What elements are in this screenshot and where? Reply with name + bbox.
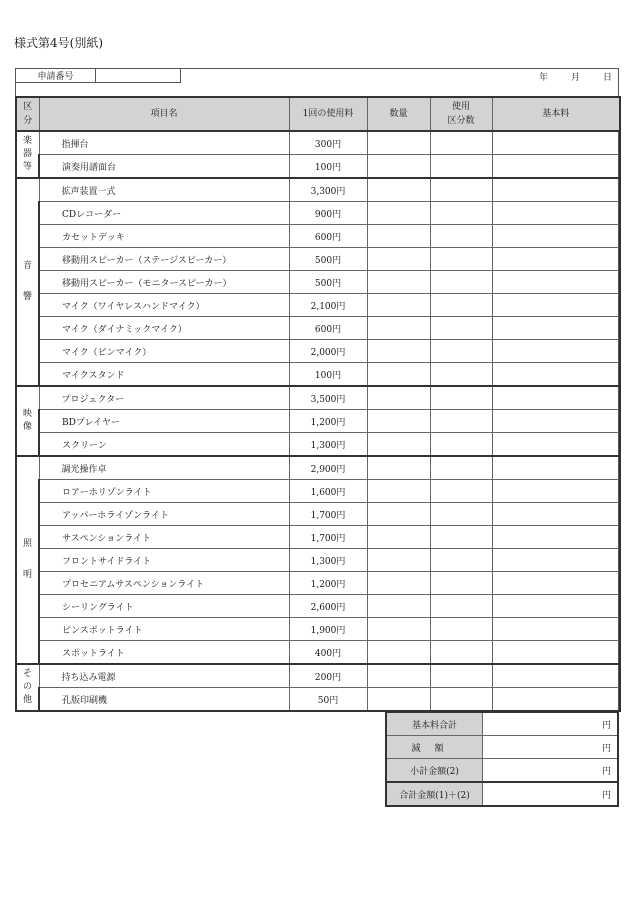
summary-row bbox=[386, 712, 618, 736]
quantity-input-cell[interactable] bbox=[367, 202, 430, 225]
item-name-cell: マイク（ワイヤレスハンドマイク） bbox=[39, 294, 289, 317]
base-fee-input-cell[interactable] bbox=[492, 225, 620, 248]
base-fee-input-cell[interactable] bbox=[492, 595, 620, 618]
category-cell: 楽 器 等 bbox=[16, 131, 39, 178]
quantity-input-cell[interactable] bbox=[367, 155, 430, 179]
summary-amount-field[interactable]: 円 bbox=[483, 736, 619, 759]
table-row bbox=[16, 271, 620, 294]
table-row bbox=[16, 572, 620, 595]
table-row bbox=[16, 363, 620, 387]
quantity-input-cell[interactable] bbox=[367, 526, 430, 549]
header-usage-divisions: 使用 区分数 bbox=[430, 97, 492, 131]
item-name-cell: アッパーホライゾンライト bbox=[39, 503, 289, 526]
date-field bbox=[539, 70, 612, 83]
quantity-input-cell[interactable] bbox=[367, 386, 430, 410]
quantity-input-cell[interactable] bbox=[367, 363, 430, 387]
usage-divisions-input-cell[interactable] bbox=[430, 178, 492, 202]
fee-cell: 200円 bbox=[289, 664, 367, 688]
table-row bbox=[16, 248, 620, 271]
application-number-box bbox=[15, 68, 181, 83]
usage-divisions-input-cell[interactable] bbox=[430, 526, 492, 549]
base-fee-input-cell[interactable] bbox=[492, 386, 620, 410]
usage-divisions-input-cell[interactable] bbox=[430, 618, 492, 641]
usage-divisions-input-cell[interactable] bbox=[430, 456, 492, 480]
item-name-cell: マイクスタンド bbox=[39, 363, 289, 387]
summary-label: 基本料合計 bbox=[386, 712, 483, 736]
fee-cell: 600円 bbox=[289, 317, 367, 340]
table-row bbox=[16, 225, 620, 248]
item-name-cell: 孔版印刷機 bbox=[39, 688, 289, 712]
table-row bbox=[16, 294, 620, 317]
base-fee-input-cell[interactable] bbox=[492, 572, 620, 595]
usage-divisions-input-cell[interactable] bbox=[430, 386, 492, 410]
usage-divisions-input-cell[interactable] bbox=[430, 595, 492, 618]
usage-divisions-input-cell[interactable] bbox=[430, 155, 492, 179]
usage-divisions-input-cell[interactable] bbox=[430, 641, 492, 665]
base-fee-input-cell[interactable] bbox=[492, 202, 620, 225]
quantity-input-cell[interactable] bbox=[367, 248, 430, 271]
item-name-cell: 移動用スピーカー（モニタースピーカー） bbox=[39, 271, 289, 294]
item-name-cell: ロアーホリゾンライト bbox=[39, 480, 289, 503]
base-fee-input-cell[interactable] bbox=[492, 317, 620, 340]
usage-divisions-input-cell[interactable] bbox=[430, 433, 492, 457]
base-fee-input-cell[interactable] bbox=[492, 294, 620, 317]
quantity-input-cell[interactable] bbox=[367, 664, 430, 688]
item-name-cell: シーリングライト bbox=[39, 595, 289, 618]
table-row bbox=[16, 155, 620, 179]
fee-cell: 100円 bbox=[289, 363, 367, 387]
base-fee-input-cell[interactable] bbox=[492, 155, 620, 179]
item-name-cell: BDプレイヤー bbox=[39, 410, 289, 433]
base-fee-input-cell[interactable] bbox=[492, 340, 620, 363]
fee-cell: 1,700円 bbox=[289, 503, 367, 526]
fee-cell: 900円 bbox=[289, 202, 367, 225]
usage-divisions-input-cell[interactable] bbox=[430, 480, 492, 503]
summary-row bbox=[386, 736, 618, 759]
quantity-input-cell[interactable] bbox=[367, 294, 430, 317]
quantity-input-cell[interactable] bbox=[367, 271, 430, 294]
fee-cell: 600円 bbox=[289, 225, 367, 248]
quantity-input-cell[interactable] bbox=[367, 225, 430, 248]
table-row bbox=[16, 549, 620, 572]
summary-amount-field[interactable]: 円 bbox=[483, 759, 619, 783]
table-row bbox=[16, 641, 620, 665]
application-number-label: 申請番号 bbox=[16, 69, 96, 82]
fee-cell: 100円 bbox=[289, 155, 367, 179]
table-row bbox=[16, 410, 620, 433]
usage-divisions-input-cell[interactable] bbox=[430, 317, 492, 340]
table-row bbox=[16, 456, 620, 480]
fee-cell: 1,900円 bbox=[289, 618, 367, 641]
base-fee-input-cell[interactable] bbox=[492, 549, 620, 572]
table-row bbox=[16, 202, 620, 225]
table-row bbox=[16, 688, 620, 712]
item-name-cell: カセットデッキ bbox=[39, 225, 289, 248]
item-name-cell: フロントサイドライト bbox=[39, 549, 289, 572]
header-quantity: 数量 bbox=[367, 97, 430, 131]
item-name-cell: スクリーン bbox=[39, 433, 289, 457]
base-fee-input-cell[interactable] bbox=[492, 688, 620, 712]
header-item-name: 項目名 bbox=[39, 97, 289, 131]
item-name-cell: サスペンションライト bbox=[39, 526, 289, 549]
item-name-cell: 調光操作卓 bbox=[39, 456, 289, 480]
table-row bbox=[16, 178, 620, 202]
usage-divisions-input-cell[interactable] bbox=[430, 549, 492, 572]
form-title: 様式第4号(別紙) bbox=[14, 36, 103, 50]
base-fee-input-cell[interactable] bbox=[492, 178, 620, 202]
date-month-label: 月 bbox=[570, 73, 580, 83]
quantity-input-cell[interactable] bbox=[367, 688, 430, 712]
usage-divisions-input-cell[interactable] bbox=[430, 688, 492, 712]
fee-cell: 1,300円 bbox=[289, 549, 367, 572]
fee-cell: 1,200円 bbox=[289, 410, 367, 433]
item-name-cell: 持ち込み電源 bbox=[39, 664, 289, 688]
base-fee-input-cell[interactable] bbox=[492, 641, 620, 665]
fee-cell: 50円 bbox=[289, 688, 367, 712]
usage-divisions-input-cell[interactable] bbox=[430, 664, 492, 688]
base-fee-input-cell[interactable] bbox=[492, 664, 620, 688]
fee-cell: 3,500円 bbox=[289, 386, 367, 410]
table-header-row bbox=[16, 97, 620, 131]
fee-cell: 500円 bbox=[289, 271, 367, 294]
table-row bbox=[16, 131, 620, 155]
quantity-input-cell[interactable] bbox=[367, 572, 430, 595]
table-row bbox=[16, 526, 620, 549]
item-name-cell: マイク（ピンマイク） bbox=[39, 340, 289, 363]
base-fee-input-cell[interactable] bbox=[492, 433, 620, 457]
quantity-input-cell[interactable] bbox=[367, 480, 430, 503]
quantity-input-cell[interactable] bbox=[367, 503, 430, 526]
usage-divisions-input-cell[interactable] bbox=[430, 340, 492, 363]
usage-divisions-input-cell[interactable] bbox=[430, 271, 492, 294]
quantity-input-cell[interactable] bbox=[367, 131, 430, 155]
date-day-label: 日 bbox=[602, 73, 612, 83]
fee-cell: 400円 bbox=[289, 641, 367, 665]
fee-cell: 2,000円 bbox=[289, 340, 367, 363]
item-name-cell: ピンスポットライト bbox=[39, 618, 289, 641]
quantity-input-cell[interactable] bbox=[367, 433, 430, 457]
table-row bbox=[16, 618, 620, 641]
table-row bbox=[16, 595, 620, 618]
fee-cell: 3,300円 bbox=[289, 178, 367, 202]
header-category: 区 分 bbox=[16, 97, 39, 131]
table-row bbox=[16, 340, 620, 363]
base-fee-input-cell[interactable] bbox=[492, 410, 620, 433]
base-fee-input-cell[interactable] bbox=[492, 456, 620, 480]
table-row bbox=[16, 317, 620, 340]
summary-label: 減額 bbox=[386, 736, 483, 759]
quantity-input-cell[interactable] bbox=[367, 410, 430, 433]
base-fee-input-cell[interactable] bbox=[492, 248, 620, 271]
quantity-input-cell[interactable] bbox=[367, 549, 430, 572]
usage-divisions-input-cell[interactable] bbox=[430, 503, 492, 526]
usage-divisions-input-cell[interactable] bbox=[430, 248, 492, 271]
usage-divisions-input-cell[interactable] bbox=[430, 225, 492, 248]
quantity-input-cell[interactable] bbox=[367, 456, 430, 480]
table-row bbox=[16, 386, 620, 410]
category-cell: 音 響 bbox=[16, 178, 39, 386]
usage-divisions-input-cell[interactable] bbox=[430, 572, 492, 595]
quantity-input-cell[interactable] bbox=[367, 340, 430, 363]
item-name-cell: 拡声装置一式 bbox=[39, 178, 289, 202]
category-cell: 映 像 bbox=[16, 386, 39, 456]
fee-cell: 2,900円 bbox=[289, 456, 367, 480]
summary-row bbox=[386, 782, 618, 806]
usage-divisions-input-cell[interactable] bbox=[430, 294, 492, 317]
table-row bbox=[16, 480, 620, 503]
fee-cell: 500円 bbox=[289, 248, 367, 271]
base-fee-input-cell[interactable] bbox=[492, 271, 620, 294]
base-fee-input-cell[interactable] bbox=[492, 526, 620, 549]
fee-cell: 2,600円 bbox=[289, 595, 367, 618]
item-name-cell: 演奏用譜面台 bbox=[39, 155, 289, 179]
summary-row bbox=[386, 759, 618, 783]
base-fee-input-cell[interactable] bbox=[492, 363, 620, 387]
category-cell: 照 明 bbox=[16, 456, 39, 664]
item-name-cell: CDレコーダー bbox=[39, 202, 289, 225]
base-fee-input-cell[interactable] bbox=[492, 131, 620, 155]
base-fee-input-cell[interactable] bbox=[492, 503, 620, 526]
application-number-field[interactable] bbox=[96, 69, 180, 82]
fee-cell: 1,200円 bbox=[289, 572, 367, 595]
summary-table bbox=[385, 711, 619, 807]
equipment-fee-table bbox=[15, 96, 621, 712]
summary-amount-field[interactable]: 円 bbox=[483, 712, 619, 736]
item-name-cell: プロセニアムサスペンションライト bbox=[39, 572, 289, 595]
item-name-cell: マイク（ダイナミックマイク） bbox=[39, 317, 289, 340]
item-name-cell: 指揮台 bbox=[39, 131, 289, 155]
quantity-input-cell[interactable] bbox=[367, 317, 430, 340]
fee-cell: 1,300円 bbox=[289, 433, 367, 457]
fee-cell: 1,700円 bbox=[289, 526, 367, 549]
usage-divisions-input-cell[interactable] bbox=[430, 410, 492, 433]
summary-amount-field[interactable]: 円 bbox=[483, 782, 619, 806]
base-fee-input-cell[interactable] bbox=[492, 480, 620, 503]
base-fee-input-cell[interactable] bbox=[492, 618, 620, 641]
date-year-label: 年 bbox=[538, 73, 548, 83]
table-row bbox=[16, 433, 620, 457]
header-base-fee: 基本料 bbox=[492, 97, 620, 131]
quantity-input-cell[interactable] bbox=[367, 178, 430, 202]
fee-cell: 1,600円 bbox=[289, 480, 367, 503]
usage-divisions-input-cell[interactable] bbox=[430, 131, 492, 155]
table-row bbox=[16, 664, 620, 688]
header-fee-per-use: 1回の使用料 bbox=[289, 97, 367, 131]
quantity-input-cell[interactable] bbox=[367, 595, 430, 618]
item-name-cell: 移動用スピーカー（ステージスピーカー） bbox=[39, 248, 289, 271]
item-name-cell: プロジェクター bbox=[39, 386, 289, 410]
fee-cell: 2,100円 bbox=[289, 294, 367, 317]
usage-divisions-input-cell[interactable] bbox=[430, 363, 492, 387]
summary-label: 小計金額(2) bbox=[386, 759, 483, 783]
fee-cell: 300円 bbox=[289, 131, 367, 155]
quantity-input-cell[interactable] bbox=[367, 641, 430, 665]
quantity-input-cell[interactable] bbox=[367, 618, 430, 641]
table-row bbox=[16, 503, 620, 526]
item-name-cell: スポットライト bbox=[39, 641, 289, 665]
summary-label: 合計金額(1)＋(2) bbox=[386, 782, 483, 806]
usage-divisions-input-cell[interactable] bbox=[430, 202, 492, 225]
category-cell: そ の 他 bbox=[16, 664, 39, 711]
